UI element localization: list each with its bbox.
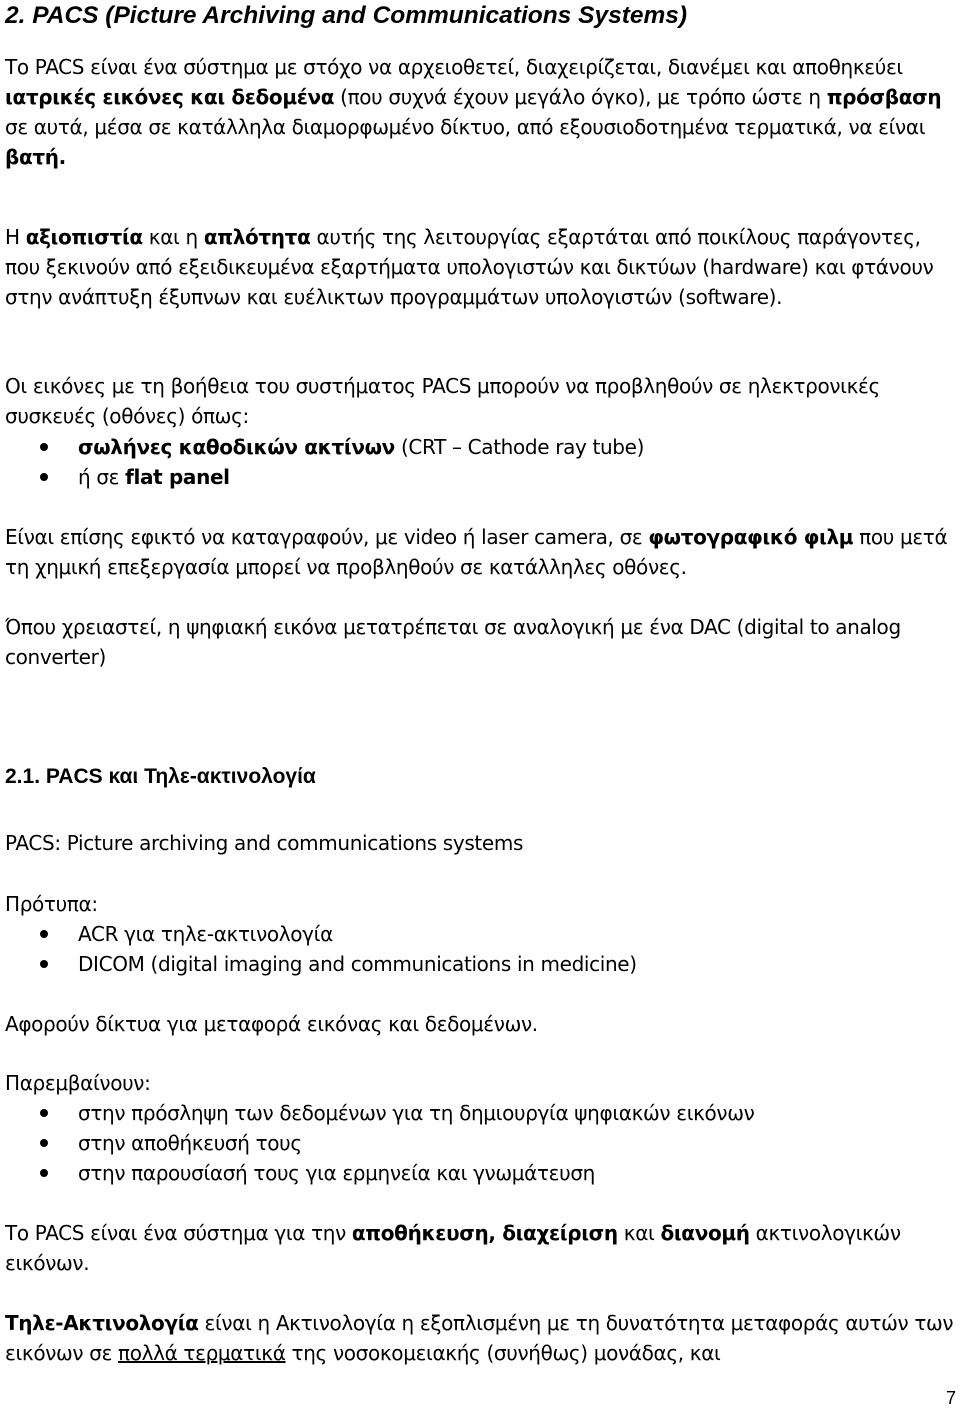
subsection-heading: 2.1. PACS και Τηλε-ακτινολογία (5, 765, 316, 788)
bullet-icon (40, 1139, 48, 1147)
list-item: στην αποθήκευσή τους (5, 1128, 754, 1158)
paragraph-pacs-definition: Το PACS είναι ένα σύστημα με στόχο να αρχειοθετεί, διαχειρίζεται, διανέμει και αποθηκεύει ιατρικές εικόνες και δεδομένα (που συχνά έχουν μεγάλο όγκο), με τρόπο ώστε η πρόσβαση σε αυτά, μέσα σε κατάλληλα διαμορφωμένο δίκτυο, από εξουσιοδοτημένα τερματικά, να είναι βατή. (5, 55, 942, 169)
involvement-list (5, 1098, 754, 1188)
paragraph-reliability: Η αξιοπιστία και η απλότητα αυτής της λειτουργίας εξαρτάται από ποικίλους παράγοντες, που ξεκινούν από εξειδικευμένα εξαρτήματα υπολογιστών και δικτύων (hardware) και φτάνουν στην ανάπτυξη έξυπνων και ευέλικτων προγραμμάτων υπολογιστών (software). (5, 225, 934, 309)
paragraph-involvement-label: Παρεμβαίνουν: (5, 1071, 151, 1095)
bullet-icon (40, 930, 48, 938)
standards-list (5, 919, 637, 979)
list-item: στην παρουσίασή τους για ερμηνεία και γνωμάτευση (5, 1158, 754, 1188)
bullet-icon (40, 1109, 48, 1117)
display-devices-list (5, 432, 644, 492)
bullet-icon (40, 443, 48, 451)
paragraph-networks: Αφορούν δίκτυα για μεταφορά εικόνας και δεδομένων. (5, 1012, 538, 1036)
list-item: ACR για τηλε-ακτινολογία (5, 919, 637, 949)
section-heading: 2. PACS (Picture Archiving and Communications Systems) (5, 2, 688, 29)
paragraph-display-devices: Οι εικόνες με τη βοήθεια του συστήματος PACS μπορούν να προβληθούν σε ηλεκτρονικές συσκευές (οθόνες) όπως: (5, 374, 880, 428)
bullet-icon (40, 960, 48, 968)
list-item: σωλήνες καθοδικών ακτίνων (CRT – Cathode ray tube) (5, 432, 644, 462)
paragraph-teleradiology: Τηλε-Ακτινολογία είναι η Ακτινολογία η εξοπλισμένη με τη δυνατότητα μεταφοράς αυτών των εικόνων σε πολλά τερματικά της νοσοκομειακής (συνήθως) μονάδας, και (5, 1311, 954, 1365)
paragraph-photographic-film: Είναι επίσης εφικτό να καταγραφούν, με video ή laser camera, σε φωτογραφικό φιλμ που μετά τη χημική επεξεργασία μπορεί να προβληθούν σε κατάλληλες οθόνες. (5, 525, 948, 579)
list-item: στην πρόσληψη των δεδομένων για τη δημιουργία ψηφιακών εικόνων (5, 1098, 754, 1128)
paragraph-dac: Όπου χρειαστεί, η ψηφιακή εικόνα μετατρέπεται σε αναλογική με ένα DAC (digital to analog converter) (5, 615, 901, 669)
list-item: ή σε flat panel (5, 462, 644, 492)
paragraph-pacs-acronym: PACS: Picture archiving and communications systems (5, 831, 524, 855)
bullet-icon (40, 473, 48, 481)
paragraph-standards-label: Πρότυπα: (5, 892, 98, 916)
paragraph-pacs-system: Το PACS είναι ένα σύστημα για την αποθήκευση, διαχείριση και διανομή ακτινολογικών εικόνων. (5, 1221, 901, 1275)
bullet-icon (40, 1169, 48, 1177)
page-number: 7 (945, 1388, 956, 1408)
list-item: DICOM (digital imaging and communications in medicine) (5, 949, 637, 979)
